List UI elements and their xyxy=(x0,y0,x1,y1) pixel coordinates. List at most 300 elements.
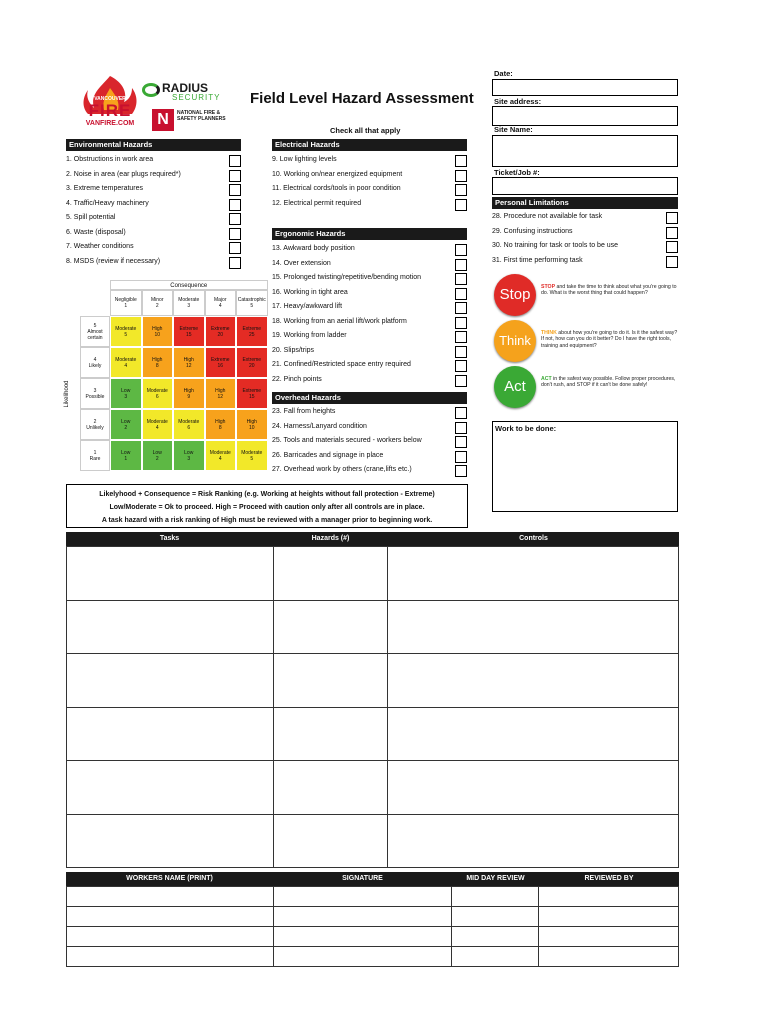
think-description xyxy=(541,330,679,349)
signature-cell[interactable] xyxy=(273,927,452,947)
risk-level: Extreme xyxy=(242,356,262,363)
stp-lead-word: THINK xyxy=(541,330,557,336)
risk-score: 12 xyxy=(185,362,192,369)
risk-level: Moderate xyxy=(146,387,168,394)
hazard-item xyxy=(272,344,467,359)
reviewed-by-cell[interactable] xyxy=(539,947,679,967)
risk-note: Low/Moderate = Ok to proceed. High = Proceed with caution only after all controls are in place. xyxy=(109,504,425,511)
stp-lead-word: ACT xyxy=(541,376,552,382)
hazard-item xyxy=(66,226,241,241)
risk-score: 4 xyxy=(218,455,222,462)
consequence-column-header xyxy=(110,290,142,316)
reviewed-by-header: REVIEWED BY xyxy=(539,872,679,886)
hazard-checkbox[interactable] xyxy=(666,227,678,239)
risk-level: Moderate xyxy=(241,449,263,456)
stop-label: Stop xyxy=(499,286,531,303)
row-name-part: certain xyxy=(87,334,103,341)
row-name-part: Almost xyxy=(87,328,103,335)
risk-cell xyxy=(173,378,205,409)
task-row xyxy=(67,814,679,868)
hazard-checkbox[interactable] xyxy=(455,170,467,182)
hazard-label: 1. Obstructions in work area xyxy=(66,156,154,163)
hazard-item xyxy=(272,271,467,286)
hazard-checkbox[interactable] xyxy=(455,302,467,314)
hazard-item xyxy=(272,257,467,272)
worker-name-cell[interactable] xyxy=(67,907,274,927)
task-row xyxy=(67,654,679,708)
task-cell[interactable] xyxy=(67,600,274,654)
hazard-checkbox[interactable] xyxy=(455,317,467,329)
risk-cell xyxy=(110,316,142,347)
risk-cell xyxy=(142,440,174,471)
risk-level: High xyxy=(152,325,163,332)
risk-score: 8 xyxy=(155,362,159,369)
row-name-part: Rare xyxy=(89,455,101,462)
date-field[interactable] xyxy=(492,79,678,96)
risk-level: Extreme xyxy=(179,325,199,332)
hazards-cell[interactable] xyxy=(273,761,388,815)
consequence-column-header xyxy=(142,290,174,316)
vancouver-text: VANCOUVER xyxy=(94,96,126,102)
task-row xyxy=(67,761,679,815)
reviewed-by-cell[interactable] xyxy=(539,887,679,907)
row-name-part: Likely xyxy=(88,362,102,369)
hazard-label: 12. Electrical permit required xyxy=(272,199,362,207)
risk-level: High xyxy=(215,418,226,425)
risk-level: Moderate xyxy=(178,418,200,425)
signature-cell[interactable] xyxy=(273,947,452,967)
worker-table-body xyxy=(66,886,679,967)
hazards-cell[interactable] xyxy=(273,600,388,654)
hazard-label: 17. Heavy/awkward lift xyxy=(272,303,343,310)
task-cell[interactable] xyxy=(67,761,274,815)
vanfire-url: VANFIRE.COM xyxy=(85,120,135,127)
nfsp-mark: N xyxy=(152,109,174,131)
hazard-item xyxy=(66,153,241,168)
hazard-item xyxy=(272,197,467,212)
column-name: Major xyxy=(213,297,227,303)
task-cell[interactable] xyxy=(67,654,274,708)
act-label: Act xyxy=(504,378,526,395)
hazard-item xyxy=(66,211,241,226)
signature-cell[interactable] xyxy=(273,887,452,907)
risk-level: Low xyxy=(184,449,194,456)
risk-score: 4 xyxy=(155,424,159,431)
task-cell[interactable] xyxy=(67,547,274,601)
ergonomic-header: Ergonomic Hazards xyxy=(272,228,467,240)
task-row xyxy=(67,707,679,761)
likelihood-row-header xyxy=(80,378,110,409)
risk-note: A task hazard with a risk ranking of High must be reviewed with a manager prior to beginning work. xyxy=(101,517,433,524)
consequence-column-header xyxy=(173,290,205,316)
risk-cell xyxy=(205,316,237,347)
column-number: 3 xyxy=(187,303,191,309)
risk-level: Low xyxy=(121,449,131,456)
act-circle xyxy=(494,366,536,408)
controls-cell[interactable] xyxy=(388,761,679,815)
stp-lead-word: STOP xyxy=(541,284,556,290)
hazard-checkbox[interactable] xyxy=(455,407,467,419)
hazard-checkbox[interactable] xyxy=(229,199,241,211)
risk-notes-box xyxy=(66,484,468,528)
security-text: SECURITY xyxy=(172,93,221,102)
check-all-label: Check all that apply xyxy=(330,126,401,135)
signature-cell[interactable] xyxy=(273,907,452,927)
hazard-checkbox[interactable] xyxy=(455,331,467,343)
risk-level: Low xyxy=(121,418,131,425)
hazards-header: Hazards (#) xyxy=(273,532,388,546)
likelihood-label: Likelihood xyxy=(64,379,70,408)
hazard-item xyxy=(492,239,678,254)
risk-matrix xyxy=(66,280,268,472)
hazard-checkbox[interactable] xyxy=(455,422,467,434)
hazard-checkbox[interactable] xyxy=(455,199,467,211)
ticket-field[interactable] xyxy=(492,177,678,195)
hazard-item xyxy=(492,210,678,225)
stp-text: in the safest way possible. Follow proper procedures, don't rush, and STOP if it can't be done safely! xyxy=(541,376,676,389)
controls-cell[interactable] xyxy=(388,654,679,708)
risk-level: High xyxy=(183,356,194,363)
risk-level: Low xyxy=(121,387,131,394)
hazard-checkbox[interactable] xyxy=(455,259,467,271)
risk-level: Extreme xyxy=(210,325,230,332)
hazard-checkbox[interactable] xyxy=(229,155,241,167)
column-name: Moderate xyxy=(178,297,200,303)
task-table xyxy=(66,532,679,868)
hazard-item xyxy=(272,286,467,301)
site-address-field[interactable] xyxy=(492,106,678,126)
hazard-label: 15. Prolonged twisting/repetitive/bending motion xyxy=(272,274,422,281)
controls-header: Controls xyxy=(388,532,679,546)
mid-day-review-header: MID DAY REVIEW xyxy=(452,872,539,886)
stp-text: about how you're going to do it. Is it the safest way? If not, how can you do it better? Do I have the right tools, training and equipment? xyxy=(541,330,678,349)
worker-row xyxy=(67,887,679,907)
risk-level: Extreme xyxy=(210,356,230,363)
hazard-item xyxy=(66,240,241,255)
hazards-cell[interactable] xyxy=(273,654,388,708)
signature-header: SIGNATURE xyxy=(273,872,452,886)
electrical-section xyxy=(272,139,467,211)
risk-cell xyxy=(205,378,237,409)
reviewed-by-cell[interactable] xyxy=(539,907,679,927)
likelihood-row-header xyxy=(80,316,110,347)
risk-level: Extreme xyxy=(242,387,262,394)
hazard-label: 11. Electrical cords/tools in poor condition xyxy=(272,185,401,192)
hazard-checkbox[interactable] xyxy=(455,451,467,463)
risk-score: 15 xyxy=(248,393,255,400)
hazard-checkbox[interactable] xyxy=(455,288,467,300)
hazard-item xyxy=(272,420,467,435)
risk-cell xyxy=(236,347,268,378)
vancouver-fire-logo xyxy=(80,74,140,132)
column-name: Negligible xyxy=(114,297,137,303)
risk-cell xyxy=(173,316,205,347)
hazard-checkbox[interactable] xyxy=(666,256,678,268)
risk-score: 3 xyxy=(187,455,191,462)
risk-level: Moderate xyxy=(115,325,137,332)
worker-table xyxy=(66,872,679,967)
hazard-item xyxy=(272,315,467,330)
hazard-label: 27. Overhead work by others (crane,lifts etc.) xyxy=(272,466,412,473)
risk-score: 8 xyxy=(218,424,222,431)
date-label: Date: xyxy=(494,69,513,78)
risk-level: High xyxy=(183,387,194,394)
risk-level: Moderate xyxy=(209,449,231,456)
risk-cell xyxy=(142,316,174,347)
hazard-label: 5. Spill potential xyxy=(66,214,116,221)
hazard-label: 3. Extreme temperatures xyxy=(66,185,144,192)
risk-score: 6 xyxy=(155,393,159,400)
nfsp-text: NATIONAL FIRE & SAFETY PLANNERS xyxy=(177,110,226,122)
risk-score: 5 xyxy=(124,331,128,338)
stop-circle xyxy=(494,274,536,316)
hazard-label: 29. Confusing instructions xyxy=(492,227,573,235)
hazard-item xyxy=(272,405,467,420)
worker-row xyxy=(67,927,679,947)
hazard-item xyxy=(272,242,467,257)
hazard-item xyxy=(272,168,467,183)
mid-day-review-cell[interactable] xyxy=(452,947,539,967)
hazard-item xyxy=(272,373,467,388)
risk-score: 25 xyxy=(248,331,255,338)
task-cell[interactable] xyxy=(67,814,274,868)
risk-level: High xyxy=(215,387,226,394)
column-number: 5 xyxy=(250,303,254,309)
site-address-label: Site address: xyxy=(494,97,542,106)
think-label: Think xyxy=(499,333,531,348)
hazard-checkbox[interactable] xyxy=(666,212,678,224)
column-number: 2 xyxy=(155,303,159,309)
environmental-section xyxy=(66,139,241,269)
electrical-header: Electrical Hazards xyxy=(272,139,467,151)
tasks-header: Tasks xyxy=(66,532,273,546)
hazard-item xyxy=(66,168,241,183)
row-name-part: 5 xyxy=(93,322,97,329)
hazard-checkbox[interactable] xyxy=(229,242,241,254)
risk-score: 2 xyxy=(124,424,128,431)
hazard-label: 31. First time performing task xyxy=(492,256,583,264)
hazards-cell[interactable] xyxy=(273,814,388,868)
risk-level: High xyxy=(152,356,163,363)
hazard-item xyxy=(272,182,467,197)
hazard-label: 30. No training for task or tools to be use xyxy=(492,242,619,249)
column-name: Minor xyxy=(150,297,164,303)
hazard-label: 22. Pinch points xyxy=(272,375,322,383)
task-table-body xyxy=(66,546,679,868)
hazard-label: 26. Barricades and signage in place xyxy=(272,451,384,459)
hazard-label: 9. Low lighting levels xyxy=(272,156,337,163)
radius-swirl-icon xyxy=(142,83,160,97)
hazards-cell[interactable] xyxy=(273,707,388,761)
work-to-be-done-box[interactable] xyxy=(492,421,678,512)
risk-score: 9 xyxy=(187,393,191,400)
hazard-label: 10. Working on/near energized equipment xyxy=(272,170,403,178)
consequence-column-header xyxy=(205,290,237,316)
hazard-label: 21. Confined/Restricted space entry required xyxy=(272,361,411,368)
risk-cell xyxy=(236,316,268,347)
worker-name-cell[interactable] xyxy=(67,947,274,967)
risk-cell xyxy=(236,409,268,440)
hazard-checkbox[interactable] xyxy=(229,213,241,225)
hazard-label: 14. Over extension xyxy=(272,259,331,267)
worker-row xyxy=(67,907,679,927)
risk-cell xyxy=(236,440,268,471)
risk-score: 20 xyxy=(248,362,255,369)
hazard-checkbox[interactable] xyxy=(229,170,241,182)
row-name-part: 2 xyxy=(93,418,97,425)
worker-row xyxy=(67,947,679,967)
task-table-header xyxy=(66,532,679,546)
risk-cell xyxy=(173,440,205,471)
stop-description xyxy=(541,284,679,297)
ergonomic-section xyxy=(272,228,467,387)
worker-name-cell[interactable] xyxy=(67,887,274,907)
row-name-part: Unlikely xyxy=(86,424,104,431)
controls-cell[interactable] xyxy=(388,600,679,654)
overhead-section xyxy=(272,392,467,478)
controls-cell[interactable] xyxy=(388,707,679,761)
risk-score: 16 xyxy=(217,362,224,369)
risk-score: 2 xyxy=(155,455,159,462)
site-name-label: Site Name: xyxy=(494,125,533,134)
column-number: 1 xyxy=(124,303,128,309)
hazard-checkbox[interactable] xyxy=(455,273,467,285)
hazard-checkbox[interactable] xyxy=(455,244,467,256)
risk-level: Low xyxy=(152,449,162,456)
hazard-item xyxy=(492,225,678,240)
row-name-part: 3 xyxy=(93,387,97,394)
hazard-label: 19. Working from ladder xyxy=(272,332,347,339)
risk-cell xyxy=(110,378,142,409)
hazard-item xyxy=(272,153,467,168)
radius-security-logo xyxy=(142,80,226,104)
consequence-label: Consequence xyxy=(110,280,268,290)
hazard-checkbox[interactable] xyxy=(229,257,241,269)
hazard-item xyxy=(66,182,241,197)
likelihood-row-header xyxy=(80,409,110,440)
risk-cell xyxy=(205,409,237,440)
risk-cell xyxy=(236,378,268,409)
ticket-label: Ticket/Job #: xyxy=(494,168,540,177)
risk-level: Extreme xyxy=(242,325,262,332)
hazard-label: 6. Waste (disposal) xyxy=(66,228,126,236)
workers-name-header: WORKERS NAME (PRINT) xyxy=(66,872,273,886)
risk-cell xyxy=(173,347,205,378)
hazard-checkbox[interactable] xyxy=(455,360,467,372)
hazard-label: 25. Tools and materials secured - workers below xyxy=(272,437,422,444)
risk-cell xyxy=(173,409,205,440)
worker-table-header xyxy=(66,872,679,886)
hazard-item xyxy=(272,358,467,373)
risk-cell xyxy=(205,347,237,378)
hazard-checkbox[interactable] xyxy=(455,375,467,387)
consequence-column-header xyxy=(236,290,268,316)
hazard-label: 13. Awkward body position xyxy=(272,245,355,252)
hazard-checkbox[interactable] xyxy=(455,155,467,167)
hazard-label: 23. Fall from heights xyxy=(272,408,336,415)
task-cell[interactable] xyxy=(67,707,274,761)
reviewed-by-cell[interactable] xyxy=(539,927,679,947)
risk-score: 6 xyxy=(187,424,191,431)
task-row xyxy=(67,547,679,601)
hazard-item xyxy=(272,329,467,344)
risk-score: 4 xyxy=(124,362,128,369)
site-name-field[interactable] xyxy=(492,135,678,167)
think-circle xyxy=(494,320,536,362)
row-name-part: Possible xyxy=(85,393,105,400)
task-row xyxy=(67,600,679,654)
likelihood-row-header xyxy=(80,347,110,378)
hazard-checkbox[interactable] xyxy=(455,184,467,196)
risk-cell xyxy=(142,378,174,409)
risk-cell xyxy=(110,347,142,378)
risk-cell xyxy=(110,440,142,471)
hazard-checkbox[interactable] xyxy=(229,184,241,196)
hazard-label: 28. Procedure not available for task xyxy=(492,213,603,220)
risk-level: Moderate xyxy=(146,418,168,425)
hazard-label: 4. Traffic/Heavy machinery xyxy=(66,199,149,207)
risk-score: 10 xyxy=(248,424,255,431)
act-description xyxy=(541,376,679,389)
controls-cell[interactable] xyxy=(388,547,679,601)
mid-day-review-cell[interactable] xyxy=(452,907,539,927)
risk-note: Likelyhood + Consequence = Risk Ranking (e.g. Working at heights without fall protection - Extreme) xyxy=(99,491,435,498)
hazard-item xyxy=(66,255,241,270)
risk-cell xyxy=(205,440,237,471)
risk-cell xyxy=(110,409,142,440)
worker-name-cell[interactable] xyxy=(67,927,274,947)
risk-score: 15 xyxy=(185,331,192,338)
hazard-item xyxy=(272,463,467,478)
hazard-label: 16. Working in tight area xyxy=(272,288,348,296)
column-number: 4 xyxy=(218,303,222,309)
risk-cell xyxy=(142,347,174,378)
risk-score: 1 xyxy=(124,455,128,462)
risk-cell xyxy=(142,409,174,440)
hazards-cell[interactable] xyxy=(273,547,388,601)
nfsp-logo xyxy=(152,108,232,132)
hazard-item xyxy=(272,434,467,449)
column-name: Catastrophic xyxy=(237,297,266,303)
page-title: Field Level Hazard Assessment xyxy=(250,90,474,107)
hazard-item xyxy=(492,254,678,269)
hazard-checkbox[interactable] xyxy=(666,241,678,253)
risk-score: 10 xyxy=(154,331,161,338)
hazard-label: 8. MSDS (review if necessary) xyxy=(66,257,161,265)
hazard-checkbox[interactable] xyxy=(455,436,467,448)
hazard-checkbox[interactable] xyxy=(455,346,467,358)
row-name-part: 1 xyxy=(93,449,97,456)
row-name-part: 4 xyxy=(93,356,97,363)
overhead-header: Overhead Hazards xyxy=(272,392,467,404)
environmental-header: Environmental Hazards xyxy=(66,139,241,151)
risk-level: High xyxy=(246,418,257,425)
hazard-checkbox[interactable] xyxy=(229,228,241,240)
hazard-item xyxy=(66,197,241,212)
work-to-be-done-label: Work to be done: xyxy=(495,424,557,433)
hazard-label: 24. Harness/Lanyard condition xyxy=(272,422,367,430)
likelihood-row-header xyxy=(80,440,110,471)
hazard-item xyxy=(272,300,467,315)
hazard-checkbox[interactable] xyxy=(455,465,467,477)
personal-section xyxy=(492,197,678,268)
mid-day-review-cell[interactable] xyxy=(452,927,539,947)
mid-day-review-cell[interactable] xyxy=(452,887,539,907)
radius-text: RADIUS xyxy=(162,81,209,95)
controls-cell[interactable] xyxy=(388,814,679,868)
hazard-label: 2. Noise in area (ear plugs required*) xyxy=(66,170,181,178)
risk-score: 20 xyxy=(217,331,224,338)
